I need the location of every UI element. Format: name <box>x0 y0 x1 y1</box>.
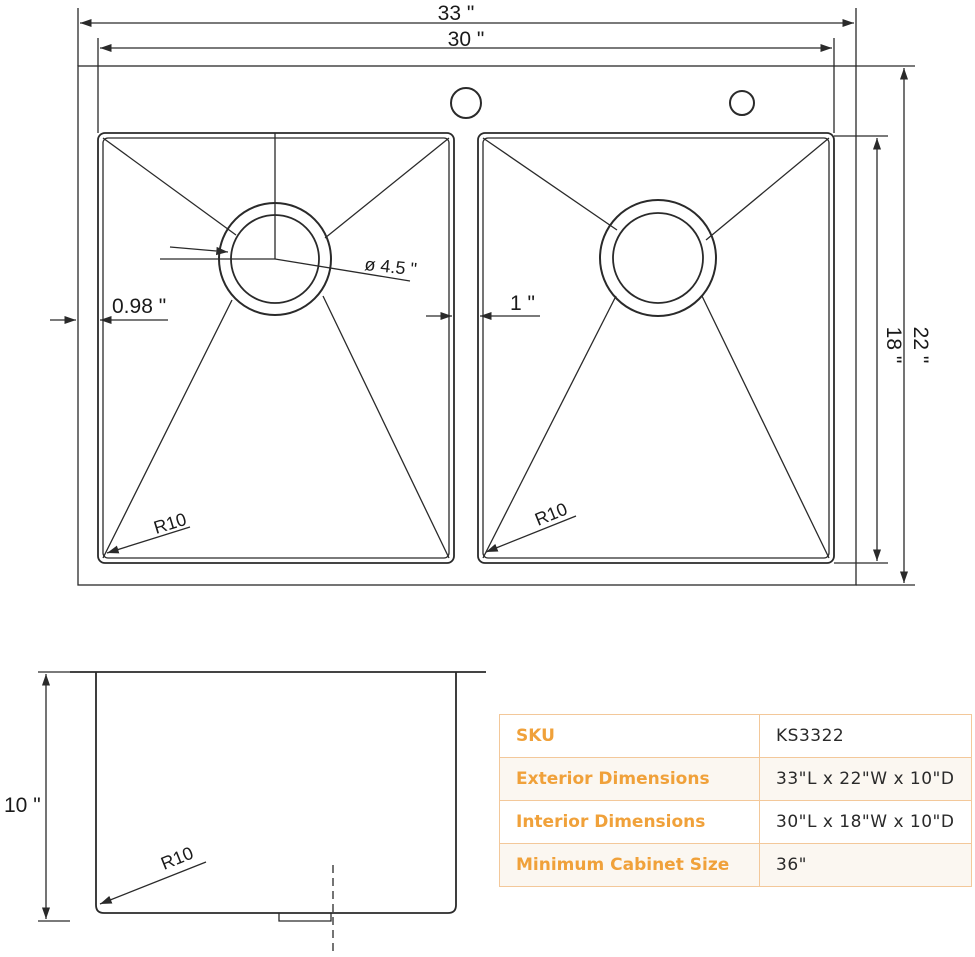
overall-width-label: 33 " <box>437 2 475 25</box>
left-bowl <box>98 133 454 563</box>
corner-radius-label: R10 <box>532 498 571 530</box>
overall-depth-label: 22 " <box>909 326 932 364</box>
drain-diameter-label: ø 4.5 " <box>363 254 418 280</box>
spec-row-exterior <box>500 758 972 801</box>
spec-value: KS3322 <box>760 715 972 758</box>
drain-outlet <box>279 913 331 921</box>
side-depth-label: 10 " <box>4 794 41 817</box>
side-bowl-profile <box>96 672 456 913</box>
corner-radius-label: R10 <box>151 509 189 538</box>
sink-outer-rim <box>78 66 856 585</box>
rim-offset-label: 0.98 " <box>112 295 167 318</box>
spec-row-cabinet <box>500 844 972 887</box>
spec-value: 36" <box>760 844 972 887</box>
faucet-hole <box>730 91 754 115</box>
side-view <box>38 672 486 955</box>
spec-key: SKU <box>500 715 760 758</box>
spec-table <box>499 714 972 887</box>
spec-key: Exterior Dimensions <box>500 758 760 801</box>
spec-key: Minimum Cabinet Size <box>500 844 760 887</box>
spec-key: Interior Dimensions <box>500 801 760 844</box>
side-corner-radius-label: R10 <box>158 842 197 874</box>
spec-row-interior <box>500 801 972 844</box>
interior-depth-label: 18 " <box>882 326 905 364</box>
spec-row-sku <box>500 715 972 758</box>
top-view <box>50 8 915 585</box>
spec-value: 30"L x 18"W x 10"D <box>760 801 972 844</box>
faucet-hole <box>451 88 481 118</box>
divider-width-label: 1 " <box>510 292 535 315</box>
interior-width-label: 30 " <box>447 28 485 51</box>
right-bowl <box>478 133 834 563</box>
drain-hole <box>613 213 703 303</box>
spec-value: 33"L x 22"W x 10"D <box>760 758 972 801</box>
drain-ring <box>600 200 716 316</box>
